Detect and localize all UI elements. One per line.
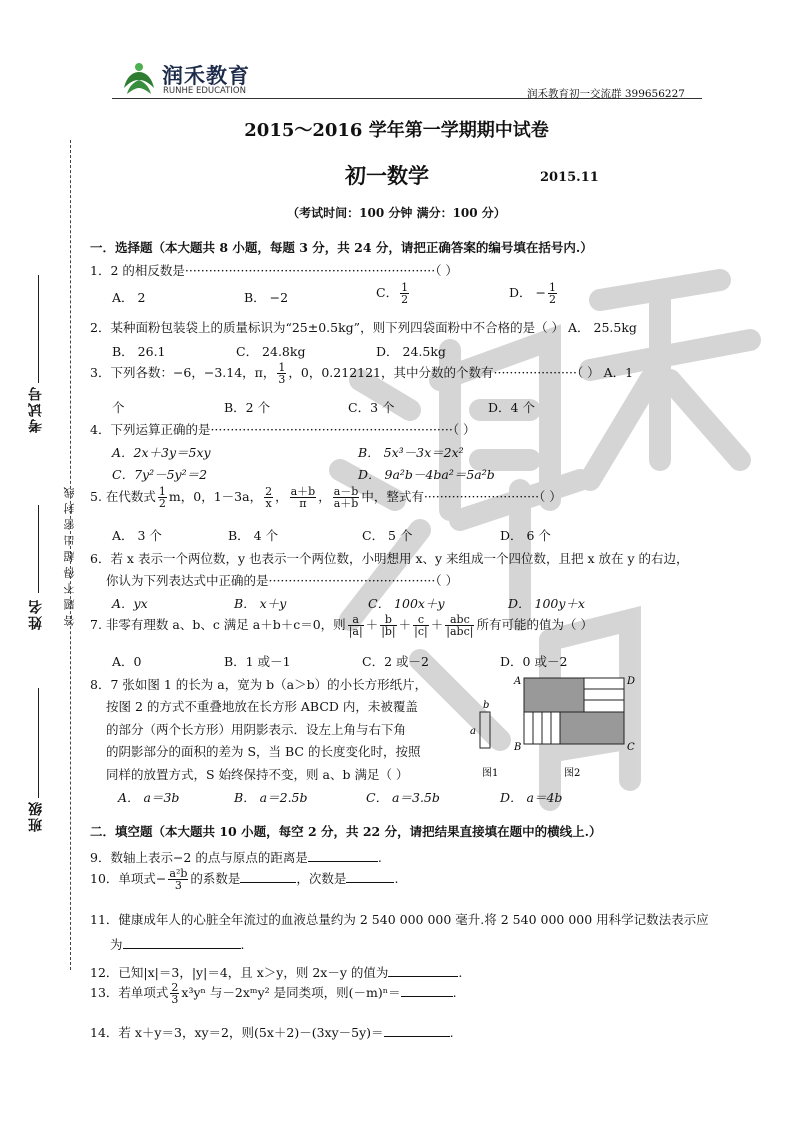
subject-title: 初一数学	[345, 163, 429, 188]
q1-stem: 1．2 的相反数是·······························································（ ）	[90, 263, 458, 278]
exam-date: 2015.11	[540, 170, 599, 185]
q5-stem	[90, 486, 562, 509]
q6-option-c: C． 100x＋y	[368, 596, 445, 611]
q3-post: ，0，0.212121，其中分数的个数有·····················（ ） A．1	[288, 365, 634, 380]
q4-option-b: B． 5x³－3x＝2x²	[358, 445, 464, 460]
exam-no-label: 考试号	[28, 385, 44, 433]
q9-end: .	[377, 850, 382, 865]
q6-line1: 6．若 x 表示一个两位数，y 也表示一个两位数，小明想用 x、y 来组成一个四位数，且把 x 放在 y 的右边，	[90, 551, 689, 566]
fig2-col-3	[542, 712, 551, 744]
fig2-point-a: A	[514, 676, 522, 687]
q12-end: .	[458, 965, 463, 980]
q2-option-b: B． 26.1	[112, 344, 166, 359]
class-line	[38, 688, 39, 798]
q3-option-d: D．4 个	[488, 400, 535, 415]
q1-d-fraction: $\frac{1}{2}$	[548, 281, 556, 306]
q1-c-label: C．	[376, 285, 399, 300]
q4-option-a: A．2x＋3y＝5xy	[112, 445, 211, 460]
q6-option-a: A．yx	[112, 596, 148, 611]
q8-option-b: B． a＝2.5b	[234, 790, 308, 805]
q13-post: x³yⁿ 与－2xᵐy² 是同类项，则(－m)ⁿ＝	[181, 985, 401, 1000]
q8-option-d: D． a＝4b	[500, 790, 563, 805]
q1-c-fraction: $\frac{1}{2}$	[401, 281, 409, 306]
fig1-rect	[480, 712, 490, 748]
header-rule	[112, 98, 702, 99]
fig2-col-4	[551, 712, 560, 744]
fig2-col-1	[524, 712, 533, 744]
q7-option-d: D．0 或－2	[500, 654, 568, 669]
q1-option-a: A． 2	[112, 290, 146, 305]
q5-frac3: $\frac{a+b}{\pi}$	[290, 485, 316, 510]
q5-sep1: ，	[275, 489, 288, 504]
exam-no-line	[38, 275, 39, 383]
q8-line4: 的阴影部分的面积的差为 S，当 BC 的长度变化时，按照	[106, 744, 421, 759]
fig1-caption: 图1	[482, 768, 499, 779]
q9	[90, 848, 382, 866]
q7-option-b: B．1 或－1	[224, 654, 291, 669]
q5-option-a: A． 3 个	[112, 528, 162, 543]
q8-option-c: C． a＝3.5b	[366, 790, 440, 805]
q5-option-b: B． 4 个	[228, 528, 279, 543]
logo-en: RUNHE EDUCATION	[163, 86, 246, 96]
q7-pre: 7. 非零有理数 a、b、c 满足 a＋b＋c＝0，则	[90, 617, 346, 632]
fig2-point-b: B	[514, 742, 522, 753]
q4-stem: 4．下列运算正确的是·····························································（ ）	[90, 422, 476, 437]
q8-line1: 8．7 张如图 1 的长为 a，宽为 b（a＞b）的小长方形纸片，	[90, 677, 428, 692]
q11-line2	[110, 935, 245, 953]
q12-text: 12．已知|x|＝3，|y|＝4，且 x＞y，则 2x－y 的值为	[90, 965, 389, 980]
q8-line3: 的部分（两个长方形）用阴影表示．设左上角与右下角	[106, 722, 407, 737]
fig2-point-c: C	[627, 742, 635, 753]
q1-d-label: D． −	[509, 285, 546, 300]
q1-option-b: B． −2	[244, 290, 289, 305]
q2-option-d: D． 24.5kg	[376, 344, 446, 359]
q5-post: 中，整式有·····························（ ）	[361, 489, 562, 504]
q5-mid1: m，0，1－3a，	[168, 489, 263, 504]
q9-text: 9．数轴上表示−2 的点与原点的距离是	[90, 850, 308, 865]
fig2-shade-bottom-right	[560, 712, 624, 744]
section2-heading: 二．填空题（本大题共 10 小题，每空 2 分，共 22 分，请把结果直接填在题中的横线上.）	[90, 824, 602, 839]
q14-text: 14．若 x＋y＝3，xy＝2，则(5x＋2)－(3xy－5y)＝	[90, 1025, 384, 1040]
q2-stem: 2．某种面粉包装袋上的质量标识为“25±0.5kg”，则下列四袋面粉中不合格的是（ ） A． 25.5kg	[90, 320, 637, 335]
q7-plus1: ＋	[365, 617, 379, 632]
q2-option-c: C． 24.8kg	[236, 344, 306, 359]
q7-plus2: ＋	[398, 617, 412, 632]
section1-heading: 一．选择题（本大题共 8 小题，每题 3 分，共 24 分，请把正确答案的编号填在括号内.）	[90, 240, 593, 255]
q13-end: .	[452, 985, 457, 1000]
q3-option-b: B．2 个	[224, 400, 271, 415]
q13	[90, 982, 457, 1005]
q7-frac2: $\frac{b}{|b|}$	[381, 613, 396, 638]
q13-blank[interactable]	[401, 984, 453, 997]
logo	[120, 58, 280, 98]
q7-option-c: C．2 或－2	[362, 654, 429, 669]
q5-sep2: ，	[318, 489, 331, 504]
fig2-shade-top-left	[524, 678, 584, 712]
q5-frac2: $\frac{2}{x}$	[265, 485, 273, 510]
q11-blank[interactable]	[123, 936, 241, 949]
seal-note: 答题不得超出密封线	[63, 482, 76, 626]
q1-option-c	[376, 282, 411, 305]
q5-frac1: $\frac{1}{2}$	[158, 485, 166, 510]
q9-blank[interactable]	[308, 849, 378, 862]
fig2-caption: 图2	[564, 768, 581, 779]
q10-fraction: $\frac{\text{a²b}}{3}$	[169, 867, 188, 892]
q14-blank[interactable]	[384, 1024, 450, 1037]
q3-fraction: $\frac{1}{3}$	[278, 361, 286, 386]
q8-figures	[468, 668, 648, 788]
fig2-point-d: D	[627, 676, 636, 687]
fig2-top-strip-1	[584, 678, 624, 689]
q6-option-b: B． x＋y	[234, 596, 287, 611]
q6-option-d: D． 100y＋x	[508, 596, 585, 611]
q8-line5: 同样的放置方式，S 始终保持不变，则 a、b 满足（ ）	[106, 767, 409, 782]
q8-line2: 按图 2 的方式不重叠地放在长方形 ABCD 内，未被覆盖	[106, 699, 418, 714]
q10-mid2: ，次数是	[296, 871, 347, 886]
class-label: 班级	[28, 800, 44, 832]
q10-end: .	[394, 871, 399, 886]
exam-title: 2015～2016 学年第一学期期中试卷	[244, 120, 549, 141]
q11-for: 为	[110, 937, 123, 952]
q11-line1: 11．健康成年人的心脏全年流过的血液总量约为 2 540 000 000 毫升.将 2 540 000 000 用科学记数法表示应	[90, 912, 709, 927]
q13-fraction: $\frac{2}{3}$	[171, 981, 179, 1006]
q12	[90, 963, 462, 981]
exam-info: （考试时间：100 分钟 满分：100 分）	[287, 206, 506, 220]
q6-line2: 你认为下列表达式中正确的是··········································（ ）	[106, 573, 459, 588]
q10-blank-coefficient[interactable]	[240, 870, 296, 883]
q7-frac4: $\frac{\text{abc}}{\text{|abc|}}$	[446, 613, 474, 638]
q10-mid: 的系数是	[190, 871, 241, 886]
q12-blank[interactable]	[388, 964, 458, 977]
logo-cn: 润禾教育	[162, 64, 250, 88]
q3-option-c: C．3 个	[348, 400, 395, 415]
group-info: 润禾教育初一交流群 399656227	[527, 88, 685, 100]
q7-option-a: A．0	[112, 654, 142, 669]
q5-frac4: $\frac{a-b}{a+b}$	[333, 485, 359, 510]
q11-end: .	[240, 937, 245, 952]
q4-option-c: C．7y²－5y²＝2	[112, 467, 208, 482]
q14	[90, 1023, 454, 1041]
q3-option-a-cont: 个	[112, 400, 125, 415]
name-label: 姓名	[28, 598, 44, 630]
q7-stem	[90, 614, 593, 637]
q14-end: .	[449, 1025, 454, 1040]
q7-frac1: $\frac{a}{|a|}$	[348, 613, 363, 638]
q7-post: 所有可能的值为（ ）	[476, 617, 593, 632]
q7-frac3: $\frac{c}{|c|}$	[414, 613, 428, 638]
q5-option-d: D． 6 个	[500, 528, 551, 543]
q10	[90, 868, 398, 891]
q8-option-a: A． a＝3b	[118, 790, 180, 805]
q13-pre: 13．若单项式	[90, 985, 169, 1000]
fig2-top-strip-2	[584, 689, 624, 700]
q1-option-d	[509, 282, 559, 305]
q10-blank-degree[interactable]	[346, 870, 394, 883]
q4-option-d: D． 9a²b－4ba²＝5a²b	[358, 467, 495, 482]
q10-pre: 10．单项式−	[90, 871, 167, 886]
q5-pre: 5. 在代数式	[90, 489, 156, 504]
q3-stem	[90, 362, 633, 385]
fig2-top-strip-3	[584, 700, 624, 712]
fig1-label-b: b	[483, 700, 490, 711]
q3-pre: 3．下列各数：−6，−3.14，π，	[90, 365, 276, 380]
leaf-logo-icon	[120, 58, 158, 96]
fig2-col-2	[533, 712, 542, 744]
q5-option-c: C． 5 个	[362, 528, 413, 543]
q7-plus3: ＋	[430, 617, 444, 632]
name-line	[38, 505, 39, 593]
fig1-label-a: a	[470, 726, 476, 737]
